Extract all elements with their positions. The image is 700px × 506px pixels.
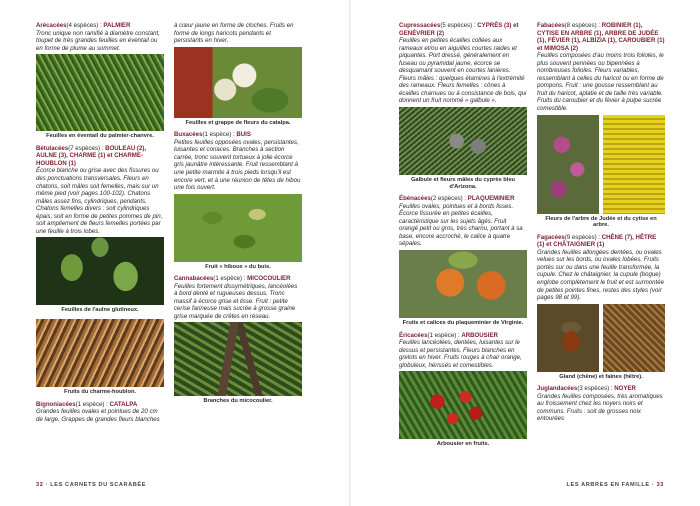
family-fagacees: Fagacées(9 espèces) : CHÊNE (7), HÊTRE (1) et CHÂTAIGNIER (1) Grandes feuilles allongées dentées, ou ovales velues sur les bords, ou ovales lobées. Fruits portés sur ou dans une feuille transformée, la cupule. Chez le châtaignier, la cupule (bogue) englobe complètement le fruit et est surmontée de petites pointes fines, restes des styles (voir pages 98 et 99).	[537, 233, 665, 302]
photo-cypres	[399, 107, 527, 175]
photo-buis	[174, 194, 302, 262]
catalpa-continued: à cœur jaune en forme de cloches. Fruits en forme de longs haricots pendants et persistants en hiver.	[174, 22, 294, 45]
figure-arbousier	[399, 371, 527, 448]
figure-buis	[174, 194, 302, 271]
figure-charme	[36, 319, 164, 396]
caption-micocoulier: Branches du micocoulier.	[203, 398, 273, 405]
gutter	[349, 0, 351, 506]
figure-catalpa	[174, 47, 302, 127]
family-juglandacees: Juglandacées(3 espèces) : NOYER Grandes feuilles composées, très aromatiques au froissement chez les noyers noirs et communs. Fruits : soit de grosses noix entourées	[537, 385, 663, 423]
left-column-1	[36, 22, 164, 423]
figure-plaqueminier	[399, 250, 527, 327]
family-arecacees: Arécacées(4 espèces) : PALMIER Tronc unique non ramifié à diamètre constant, toupet de très grandes feuilles en éventail ou en forme de plume au sommet.	[36, 22, 160, 52]
photo-micocoulier	[174, 322, 302, 396]
right-column-2	[537, 22, 665, 423]
caption-aulne: Feuilles de l'aulne glutineux.	[61, 307, 139, 314]
family-ericacees: Éricacées(1 espèce) : ARBOUSIER Feuilles lancéolées, dentées, luisantes sur le dessus et persistantes. Fleurs blanches en grelots en hiver. Fruits rouges à chair orange, globuleux, hérissés et comestibles.	[399, 331, 522, 369]
figure-cypres	[399, 107, 527, 190]
figure-gland-faines	[537, 304, 665, 381]
photo-catalpa	[174, 47, 302, 118]
family-bignoniacees: Bignoniacées(1 espèce) : CATALPA Grandes feuilles ovales et pointues de 20 cm de large. Grappes de grandes fleurs blanches	[36, 400, 160, 423]
left-column-2	[174, 22, 302, 410]
family-ebenacees: Ébénacées(2 espèces) : PLAQUEMINIER Feuilles ovales, pointues et à bords lisses. Écorce fissurée en petites écailles, caractéristique sur les sujets âgés. Fruit orangé petit ou gros, très charnu, portant à sa base, encore accroché, le calice à quatre sépales.	[399, 195, 523, 248]
photo-plaqueminier	[399, 250, 527, 318]
family-buxacees: Buxacées(1 espèce) : BUIS Petites feuilles opposées ovales, persistantes, luisantes et coriaces. Branches à section carrée, tronc souvent tortueux à jolie écorce gris jaunâtre intéressante. Fruit ressemblant à une petite marmite à trois pieds lorsqu'il est encore vert, et à une réunion de têtes de hibou une fois ouvert.	[174, 131, 301, 192]
photo-charme	[36, 319, 164, 387]
caption-buis: Fruit « hiboux » du buis.	[205, 263, 271, 270]
figure-aulne	[36, 237, 164, 314]
caption-catalpa: Feuilles et grappe de fleurs du catalpa.	[185, 119, 291, 126]
figure-judee-cytise	[537, 115, 665, 229]
caption-arbousier: Arbousier en fruits.	[436, 441, 490, 448]
photo-pair-judee-cytise	[537, 115, 665, 214]
left-footer: 32 · LES CARNETS DU SCARABÉE	[36, 482, 147, 488]
page-number-left: 32	[36, 482, 44, 488]
right-footer: LES ARBRES EN FAMILLE · 33	[566, 482, 664, 488]
running-title-left: LES CARNETS DU SCARABÉE	[50, 482, 147, 488]
caption-palmier: Feuilles en éventail du palmier-chanvre.	[46, 133, 154, 140]
photo-aulne	[36, 237, 164, 305]
family-betulacees: Bétulacées(7 espèces) : BOULEAU (2), AULNE (3), CHARME (1) et CHARME-HOUBLON (1) Écorce blanche ou grise avec des fissures ou des ponctuations transversales. Fleurs en chatons, soit mâles soit femelles, mais sur un même pied (voir pages 100-102). Chatons mâles assez fins, cylindriques, pendants. Chatons femelles divers : soit cylindriques épais, soit en forme de petites pommes de pin, soit ampliement de fleurs femelles portées par une feuille à trois lobes.	[36, 144, 163, 235]
family-cupressacees: Cupressacées(5 espèces) : CYPRÈS (3) et GENÉVRIER (2) Feuilles en petites écailles collées aux rameaux et/ou en aiguilles courtes raides et piquantes. Port dressé, généralement en fuseau ou pyramidal jaune, écorce se desquamant souvent en courtes lanières. Fleurs mâles : quelques étamines à l'extrémité des rameaux. Fleurs femelles : cônes à écailles charnues ou à consistance de bois, qui donnent un fruit nommé « galbule ».	[399, 22, 527, 105]
caption-plaqueminier: Fruits et calices du plaqueminier de Virginie.	[402, 320, 524, 327]
caption-cypres: Galbule et fleurs mâles du cyprès bleu d'Arizona.	[411, 177, 515, 190]
running-title-right: LES ARBRES EN FAMILLE	[566, 482, 650, 488]
caption-judee-cytise: Fleurs de l'arbre de Judée et du cytise en arbre.	[545, 215, 657, 229]
photo-pair-gland-faines	[537, 304, 665, 372]
right-column-1	[399, 22, 527, 453]
photo-faines	[603, 304, 665, 372]
photo-arbousier	[399, 371, 527, 439]
photo-arbre-de-judee	[537, 115, 599, 214]
photo-gland	[537, 304, 599, 372]
caption-charme: Fruits du charme-houblon.	[63, 388, 137, 395]
page-number-right: 33	[656, 482, 664, 488]
family-fabacees: Fabacées(8 espèces) : ROBINIER (1), CYTISE EN ARBRE (1), ARBRE DE JUDÉE (1), FÉVIER (1), ALBIZIA (1), CAROUBIER (1) et MIMOSA (2) Feuilles composées d'au moins trois folioles, le plus souvent pennées ou bipennées à nombreuses folioles. Fleurs variables, ressemblant à celles du haricot ou en forme de pompons. Fruit : une gousse ressemblant au fruit du haricot, aplatie et de taille très variable. Fruits du caroubier et du févier à pulpe sucrée comestible.	[537, 22, 665, 113]
photo-palmier	[36, 54, 164, 131]
figure-micocoulier	[174, 322, 302, 405]
family-cannabacees: Cannabacées(1 espèce) : MICOCOULIER Feuilles fortement dissymétriques, lancéolées à bord denté et rugueuses dessus. Tronc massif à écorce grise et lisse. Fruit : petite cerise farineuse mais sucrée à grosse graine grise marquée de crêtes en réseau.	[174, 275, 298, 320]
photo-cytise	[603, 115, 665, 214]
caption-gland-faines: Gland (chêne) et faînes (hêtre).	[559, 373, 643, 380]
figure-palmier	[36, 54, 164, 140]
